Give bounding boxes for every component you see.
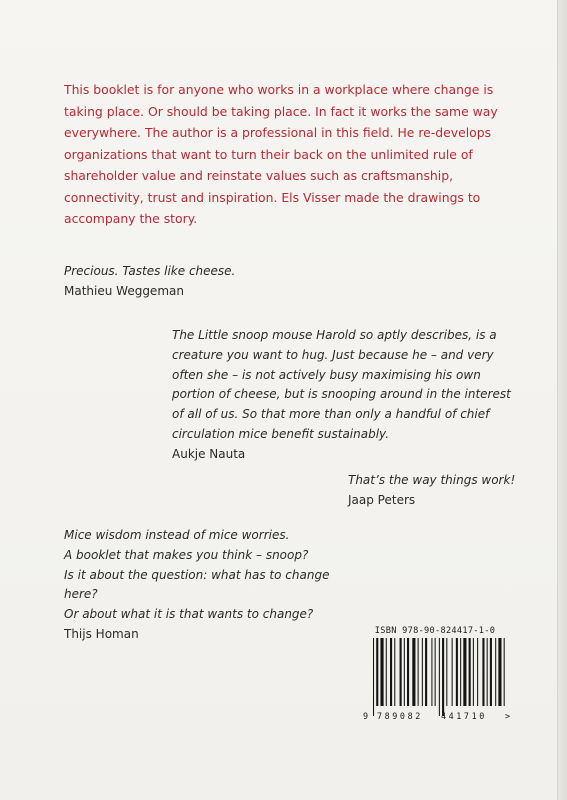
barcode-left-digits: 789082 [377, 711, 423, 721]
quote-author: Thijs Homan [64, 626, 139, 641]
barcode-lead-digit: 9 [363, 711, 369, 721]
barcode-bar [487, 638, 488, 706]
barcode-bar [460, 638, 461, 706]
barcode-bar [418, 638, 419, 706]
barcode-bar [435, 638, 436, 706]
barcode-bar [394, 638, 395, 706]
intro-paragraph: This booklet is for anyone who works in a workplace where change is taking place. Or should be taking place. In fact it works the same way everywhere. The author is a professional in this field. He re-develops organizations that want to turn their back on the unlimited rule of shareholder value and reinstate values such as craftsmanship, connectivity, trust and inspiration. Els Visser made the drawings to accompany the story. [64, 82, 498, 226]
barcode-bar [400, 638, 402, 706]
quote-homan [64, 526, 344, 645]
barcode-bar [376, 638, 378, 706]
barcode-bar [469, 638, 471, 706]
barcode-bar [442, 638, 444, 716]
barcode-bar [452, 638, 453, 706]
quote-author: Aukje Nauta [172, 446, 246, 461]
barcode-bars [369, 638, 505, 716]
barcode-bar [404, 638, 405, 706]
quote-weggeman [64, 262, 324, 302]
isbn-label: ISBN 978-90-824417-1-0 [374, 626, 496, 636]
barcode-bar [386, 638, 387, 706]
barcode-bar [446, 638, 447, 706]
quote-peters [348, 471, 518, 511]
isbn-barcode [363, 626, 513, 721]
barcode-bar [425, 638, 427, 706]
barcode-bar [380, 638, 383, 706]
barcode-bar [473, 638, 474, 706]
barcode-bar [431, 638, 432, 706]
barcode-bar [482, 638, 484, 706]
quote-text: Mice wisdom instead of mice worries. A booklet that makes you think – snoop? Is it about the question: what has to change here? Or about what it is that wants to change? [64, 528, 330, 622]
barcode-bar [495, 638, 496, 706]
barcode-bar [463, 638, 466, 706]
barcode-bar [439, 638, 440, 716]
barcode-bar [456, 638, 458, 706]
barcode-bar [477, 638, 478, 706]
barcode-bar [422, 638, 423, 706]
cover-edge [557, 0, 567, 800]
barcode-bar [504, 638, 505, 706]
barcode-bar [412, 638, 415, 706]
barcode-bar [390, 638, 392, 706]
quote-text: Precious. Tastes like cheese. [64, 264, 236, 278]
quote-text: The Little snoop mouse Harold so aptly describes, is a creature you want to hug. Just because he – and very often she – is not actively busy maximising his own portion of cheese, but is snooping around in the interest of all of us. So that more than only a handful of chief circulation mice benefit sustainably. [172, 328, 511, 441]
barcode-bar [498, 638, 501, 706]
barcode-bar [407, 638, 409, 706]
barcode-bar [373, 638, 374, 716]
quote-nauta [172, 326, 512, 465]
barcode-bar [490, 638, 492, 706]
barcode-end-mark: > [505, 711, 511, 721]
barcode-right-digits: 441710 [441, 711, 487, 721]
quote-text: That’s the way things work! [348, 473, 516, 487]
quote-author: Mathieu Weggeman [64, 283, 184, 298]
quote-author: Jaap Peters [348, 492, 416, 507]
